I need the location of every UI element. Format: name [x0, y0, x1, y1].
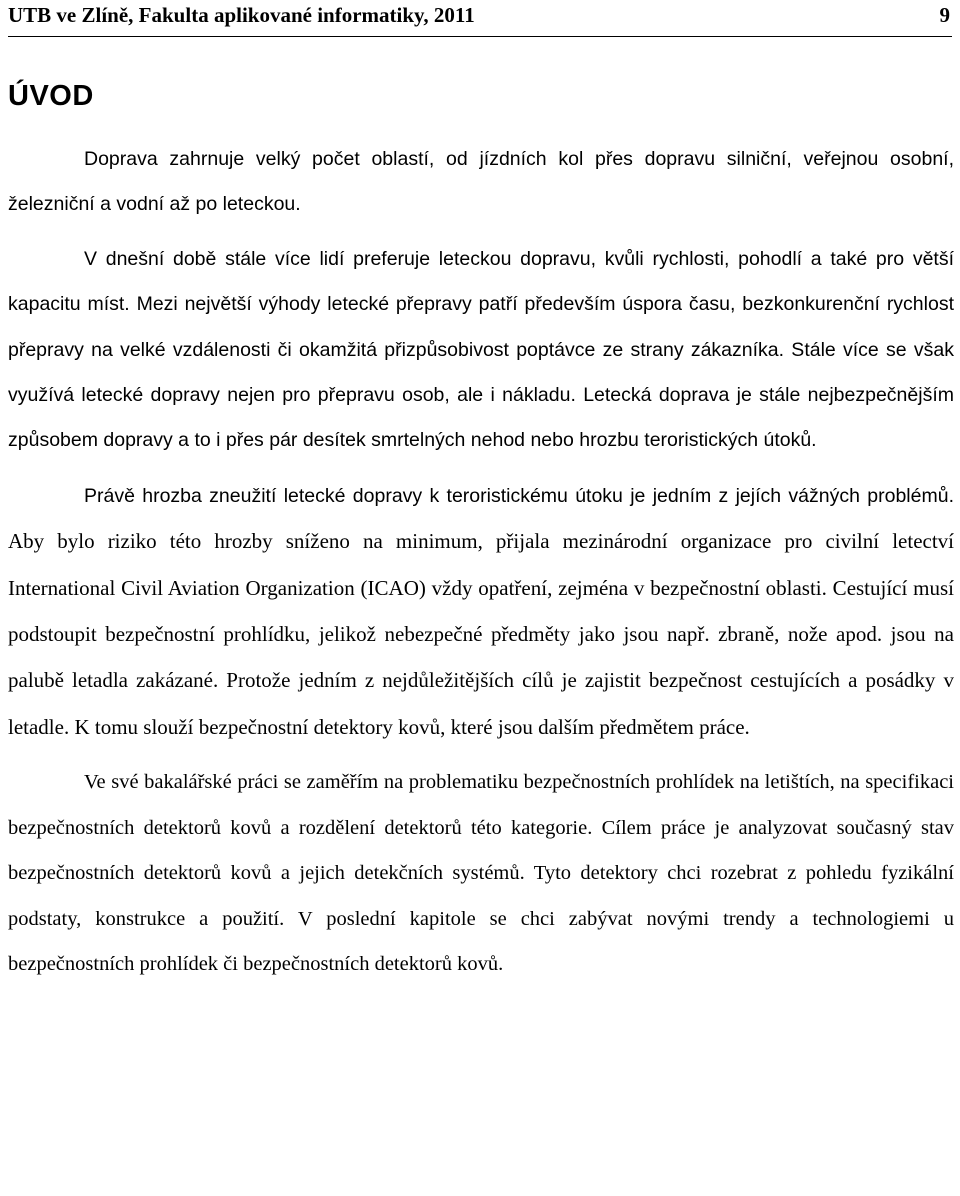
- document-body: [8, 137, 954, 987]
- paragraph-security-threat-body: Aby bylo riziko této hrozby sníženo na minimum, přijala mezinárodní organizace pro civilní letectví International Civil Aviation Organization (ICAO) vždy opatření, zejména v bezpečnostní oblasti. Cestující musí podstoupit bezpečnostní prohlídku, jelikož nebezpečné předměty jako jsou např. zbraně, nože apod. jsou na palubě letadla zakázané. Protože jedním z nejdůležitějších cílů je zajistit bezpečnost cestujících a posádky v letadle. K tomu slouží bezpečnostní detektory kovů, které jsou dalším předmětem práce.: [8, 529, 954, 739]
- paragraph-thesis-goals: Ve své bakalářské práci se zaměřím na problematiku bezpečnostních prohlídek na letištích, na specifikaci bezpečnostních detektorů kovů a rozdělení detektorů této kategorie. Cílem práce je analyzovat současný stav bezpečnostních detektorů kovů a jejich detekčních systémů. Tyto detektory chci rozebrat z pohledu fyzikální podstaty, konstrukce a použití. V poslední kapitole se chci zabývat novými trendy a technologiemi u bezpečnostních prohlídek či bezpečnostních detektorů kovů.: [8, 771, 954, 975]
- page-number: 9: [939, 3, 950, 27]
- paragraph-intro: Doprava zahrnuje velký počet oblastí, od jízdních kol přes dopravu silniční, veřejnou osobní, železniční a vodní až po leteckou.: [8, 148, 954, 216]
- page-header: [8, 0, 952, 37]
- section-heading: ÚVOD: [8, 80, 94, 112]
- paragraph-security-threat: [8, 473, 954, 751]
- paragraph-security-threat-lead: Právě hrozba zneužití letecké dopravy k teroristickému útoku je jedním z jejích vážných problémů.: [84, 484, 954, 507]
- header-title: UTB ve Zlíně, Fakulta aplikované informatiky, 2011: [8, 3, 475, 27]
- paragraph-air-transport: V dnešní době stále více lidí preferuje leteckou dopravu, kvůli rychlosti, pohodlí a také pro větší kapacitu míst. Mezi největší výhody letecké přepravy patří především úspora času, bezkonkurenční rychlost přepravy na velké vzdálenosti či okamžitá přizpůsobivost poptávce ze strany zákazníka. Stále více se však využívá letecké dopravy nejen pro přepravu osob, ale i nákladu. Letecká doprava je stále nejbezpečnějším způsobem dopravy a to i přes pár desítek smrtelných nehod nebo hrozbu teroristických útoků.: [8, 247, 954, 452]
